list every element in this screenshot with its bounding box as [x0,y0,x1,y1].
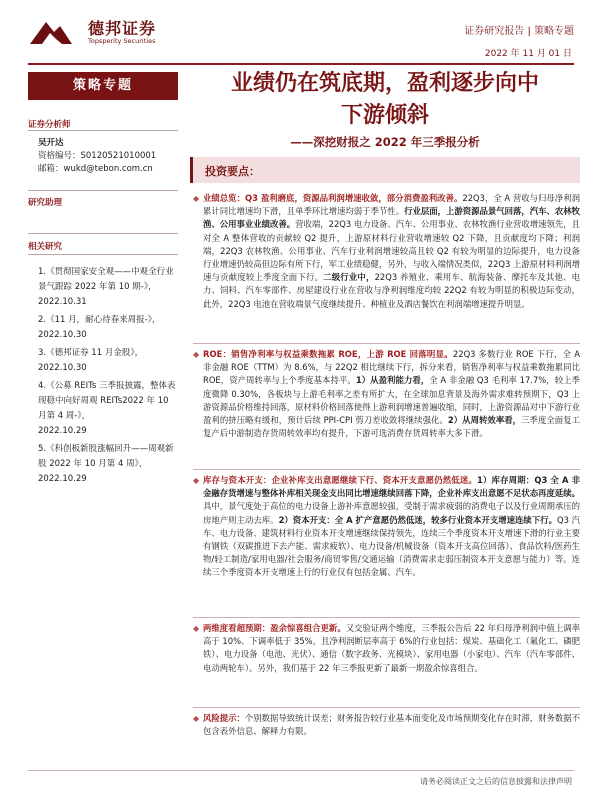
analyst-name: 吴开达 [38,138,64,148]
analyst-heading: 证券分析师 [28,120,71,130]
section-risk: ◆ 风险提示：个别数据导致统计误差；财务报告较行业基本面变化及市场预期变化存在时滞，财务数据不包含表外信息、解释力有限。 [193,713,580,737]
legal-disclaimer: 请务必阅读正文之后的信息披露和法律声明 [420,777,572,786]
category-banner: 策略专题 [28,72,178,100]
related-research-heading: 相关研究 [28,242,63,252]
related-item[interactable]: 4.《公募 REITs 三季报披露，整体表现稳中向好周观 REITs2022 年 10 月第 4 周-》， 2022.10.29 [38,381,176,436]
section-divider [193,617,580,618]
analyst-credentials [38,150,156,176]
section-roe: ◆ ROE：销售净利率与权益乘数拖累 ROE，上游 ROE 回落明显。22Q3 多数行业 ROE 下行，全 A 非金融 ROE（TTM）为 8.6%，与 22Q2 相比继续下行，拆分来看，销售净利率与权益乘数拖累同比 ROE，资产周转率与上个季度基本持平。1）从盈利能力看，全 A 非金融 Q3 毛利率 17.7%，较上季度微降 0.30%，各板块与上游毛利率之差有所扩大，在全球加息背景及海外需求难转预期下，Q3 上游资源品价格维持回落，原材料价格回落使得上游利润增速普遍收缩，同时，上游资源品对中下游行业盈利的挤压略有缓和，预计后续 PPI-CPI 剪刀差收敛将继续强化。2）从周转效率看，三季度全面复工复产后中游制造存货周转效率均有提升，下游可选消费存货周转率大多下滑。 [193,349,581,439]
related-item[interactable]: 3.《德邦证券 11 月金股》， 2022.10.30 [38,348,144,373]
analyst-cert: 资格编号：S0120521010001 [38,151,157,161]
company-logo [28,14,178,52]
key-points-heading: 投资要点： [205,165,260,178]
related-research-list [38,265,178,490]
key-points-bar [190,157,580,183]
related-item[interactable]: 2.《11 月，耐心待春来周报-》， 2022.10.30 [38,315,161,340]
sidebar-divider [28,254,178,255]
section-performance: ◆ 业绩总览：Q3 盈利磨底，资源品利润增速收敛，部分消费盈利改善。22Q3，全 A 营收与归母净利润累计同比增速均下滑，且单季环比增速均弱于季节性。行业层面，上游资源品景气回落，汽车、农林牧渔、公用事业业绩改善。营收端，22Q3 电力设备、汽车、公用事业、农林牧渔行业营收增速领先，且对全 A 整体营收的贡献较 Q2 提升，上游原材料行业营收增速较 Q2 下降，且贡献度均下降；利润端，22Q3 农林牧渔、公用事业、汽车行业利润增速较高且较 Q2 有较为明显的边际提升，电力设备行业增速仍较高但边际有所下行，军工业绩稳健，另外，与收入端情况类似，22Q3 上游原材料利润增速与贡献度较上季度全面下行。二级行业中，22Q3 养殖业、乘用车、航海装备、摩托车及其他、电力、饲料、汽车零部件、房屋建设行业在营收与净利润维度均较 22Q2 有较为明显的积极边际变动，此外，22Q3 电池在营收端景气度继续提升、种植业及酒店餐饮在利润端增速提升明显。 [193,193,581,309]
logo-mark-icon [28,16,74,48]
section-divider [193,469,580,470]
bullet-icon: ◆ [193,476,200,485]
logo-text-cn: 德邦证券 [88,19,157,38]
section-inventory-capex: ◆ 库存与资本开支：企业补库支出意愿继续下行、资本开支意愿仍然低迷。1）库存周期：Q3 全 A 非金融存货增速与整体补库相关现金支出同比增速继续回落下降，企业补库支出意愿不足状态再度延续。具中，景气度处于高位的电力设备上游补库意愿较强，受制于需求疲弱的消费电子以及行业周期承压的房地产则主动去库。2）资本开支：全 A 扩产意愿仍然低迷，较多行业资本开支增速连续下行。Q3 汽车、电力设备、建筑材料行业资本开支增速继续保持领先，连续三个季度资本开支增速下滑的行业主要有钢铁（双碳推进下去产能、需求疲软）、电力设备/机械设备（资本开支高位回落）、食品饮料/医药生物/轻工制造/家用电器/社会服务/商贸零售/交通运输（消费需求走弱压制资本开支意愿与能力）等。连续三个季度资本开支增速上行的行业仅有包括金属、汽车。 [193,475,580,578]
report-title: 业绩仍在筑底期，盈利逐步向中 下游倾斜 [230,71,539,128]
related-item[interactable]: 1.《贯彻国家安全观——中观全行业景气跟踪 2022 年第 10 期-》， 2022.10.31 [38,267,174,307]
section-divider [193,707,580,708]
section-surprise: ◆ 两维度看超预期：盈余惊喜组合更新。又交验证两个维度，三季报公告后 22 年归母净利润中值上调率高于 10%、下调率低于 35%，且净利润断层率高于 6%的行业包括：煤炭、基础化工（氟化工、磷肥铁）、电力设备（电池、光伏）、通信（数字政务、光模块）、家用电器（小家电）、汽车（汽车零部件、电动两轮车）。另外，我们基于 22 年三季报更新了最新一期盈余惊喜组合。 [193,623,580,673]
footer-divider [28,770,574,771]
bullet-icon: ◆ [193,350,200,359]
bullet-icon: ◆ [193,714,200,723]
report-type: 证券研究报告 | 策略专题 [464,26,574,37]
report-subtitle: ——深挖财报之 2022 年三季报分析 [290,135,480,149]
research-assistant-heading: 研究助理 [28,198,63,208]
bullet-icon: ◆ [193,624,200,633]
analyst-email[interactable]: 邮箱：wukd@tebon.com.cn [38,164,153,174]
sidebar-divider [28,130,178,131]
bullet-icon: ◆ [193,194,200,203]
related-item[interactable]: 5.《科创板新股涨幅回升——周观新股 2022 年 10 月第 4 周》， 2022.10.29 [38,444,174,484]
sidebar-divider [28,233,178,234]
section-divider [193,343,580,344]
report-date: 2022 年 11 月 01 日 [484,49,572,59]
sidebar-divider [28,190,178,191]
header-divider [28,63,574,65]
logo-text-en: Topsperity Securities [88,37,156,45]
